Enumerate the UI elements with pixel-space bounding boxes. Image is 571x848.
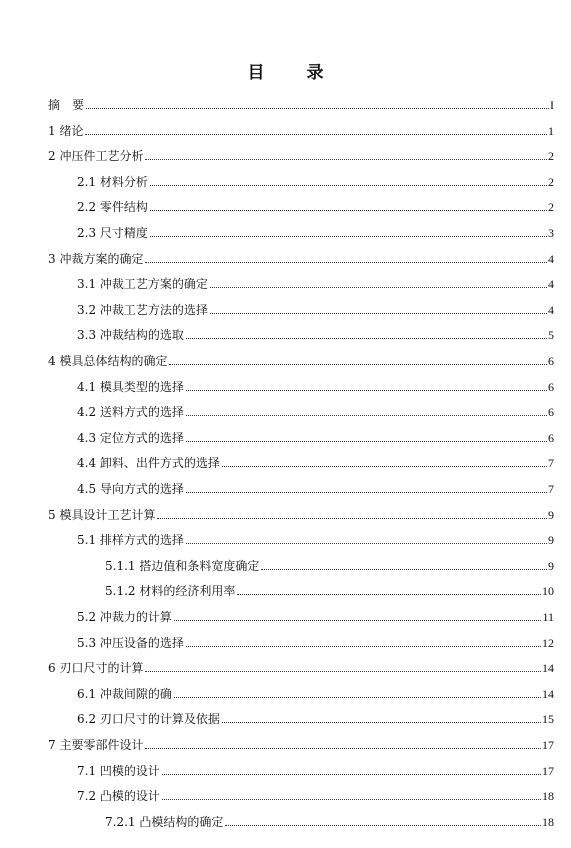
toc-entry-page-number: 3 [548,226,554,240]
toc-entry[interactable] [0,758,571,778]
dot-leader [186,645,541,647]
toc-entry-label: 7 主要零部件设计 [48,738,144,752]
toc-entry-label: 4.3 定位方式的选择 [77,430,184,445]
toc-entry-label: 5 模具设计工艺计算 [48,507,156,522]
dot-leader [222,465,547,467]
toc-entry-page-number: 9 [548,533,554,548]
dot-leader [145,670,541,672]
dot-leader [162,798,541,800]
toc-entry[interactable] [0,92,571,112]
toc-entry-page-number: 2 [548,149,554,164]
dot-leader [145,747,541,749]
toc-entry-label: 4 模具总体结构的确定 [48,354,168,368]
toc-entry-page-number: 9 [548,558,554,573]
toc-entry-page-number: 9 [548,507,554,522]
toc-entry[interactable] [0,118,571,138]
toc-entry[interactable] [0,732,571,752]
dot-leader [237,593,541,595]
dot-leader [86,107,549,109]
toc-entry-label: 7.2.1 凸模结构的确定 [105,814,224,829]
toc-entry-page-number: 17 [542,738,554,752]
toc-entry-page-number: 2 [548,200,554,215]
toc-entry[interactable] [0,220,571,240]
toc-entry[interactable] [0,630,571,650]
toc-entry[interactable] [0,322,571,342]
dot-leader [186,542,547,544]
toc-entry-label: 6.2 刃口尺寸的计算及依据 [77,712,220,727]
dot-leader [174,696,541,698]
toc-entry-label: 6 刃口尺寸的计算 [48,661,144,676]
toc-entry-page-number: 18 [542,814,554,829]
dot-leader [150,235,547,237]
dot-leader [150,209,547,211]
toc-entry[interactable] [0,681,571,701]
toc-entry[interactable] [0,809,571,829]
toc-title: 目 录 [247,63,342,83]
toc-entry[interactable] [0,604,571,624]
toc-entry-page-number: I [550,98,554,112]
toc-entry-page-number: 12 [542,635,554,650]
toc-entry-label: 2.1 材料分析 [77,174,148,189]
toc-entry-page-number: 15 [542,712,554,727]
toc-entry-label: 1 绪论 [48,123,84,138]
toc-entry[interactable] [0,502,571,522]
toc-entry-label: 4.2 送料方式的选择 [77,405,184,420]
toc-entry-label: 6.1 冲裁间隙的确 [77,686,172,701]
toc-entry[interactable] [0,143,571,163]
dot-leader [186,337,547,339]
toc-entry-page-number: 4 [548,277,554,292]
dot-leader [225,824,541,826]
toc-entry-label: 4.5 导向方式的选择 [77,482,184,496]
dot-leader [169,363,547,365]
toc-entry-page-number: 4 [548,251,554,266]
toc-entry[interactable] [0,783,571,803]
dot-leader [186,414,547,416]
toc-entry-label: 5.1.1 搭边值和条料宽度确定 [105,558,260,573]
toc-entry-page-number: 7 [548,456,554,471]
toc-entry-label: 5.3 冲压设备的选择 [77,635,184,650]
toc-entry-label: 3.2 冲裁工艺方法的选择 [77,302,208,317]
toc-entry-label: 3.1 冲裁工艺方案的确定 [77,277,208,292]
toc-entry[interactable] [0,348,571,368]
toc-entry-label: 4.4 卸料、出件方式的选择 [77,456,220,471]
toc-entry[interactable] [0,271,571,291]
dot-leader [174,619,542,621]
toc-entry-page-number: 11 [542,610,554,624]
dot-leader [186,491,547,493]
toc-entry-label: 5.1 排样方式的选择 [77,533,184,548]
toc-entry[interactable] [0,399,571,419]
toc-entry-page-number: 18 [542,789,554,804]
toc-entry-page-number: 4 [548,302,554,317]
toc-entry-label: 2.2 零件结构 [77,200,148,215]
toc-entry-label: 摘 要 [48,98,85,112]
toc-entry[interactable] [0,374,571,394]
toc-entry-label: 7.1 凹模的设计 [77,763,160,778]
toc-entry[interactable] [0,297,571,317]
toc-entry-label: 3 冲裁方案的确定 [48,251,144,266]
toc-entry-label: 7.2 凸模的设计 [77,789,160,804]
dot-leader [222,721,541,723]
toc-entry[interactable] [0,655,571,675]
dot-leader [157,517,547,519]
toc-entry-page-number: 6 [548,405,554,420]
dot-leader [186,389,547,391]
dot-leader [210,312,547,314]
dot-leader [186,440,547,442]
toc-entry[interactable] [0,553,571,573]
toc-entry[interactable] [0,194,571,214]
toc-entry-page-number: 17 [542,763,554,778]
dot-leader [162,773,541,775]
toc-entry-label: 2.3 尺寸精度 [77,226,148,240]
toc-entry-page-number: 7 [548,482,554,496]
toc-entry-page-number: 6 [548,430,554,445]
toc-entry-page-number: 14 [542,686,554,701]
toc-entry-page-number: 2 [548,174,554,189]
toc-entry-page-number: 14 [542,661,554,676]
toc-entry[interactable] [0,527,571,547]
toc-entry-label: 5.2 冲裁力的计算 [77,610,172,624]
toc-entry[interactable] [0,246,571,266]
dot-leader [145,261,547,263]
dot-leader [145,158,547,160]
toc-entry-page-number: 1 [548,123,554,138]
toc-entry[interactable] [0,425,571,445]
dot-leader [85,133,547,135]
toc-entry[interactable] [0,476,571,496]
toc-entry[interactable] [0,578,571,598]
toc-entry-page-number: 5 [548,328,554,343]
toc-entry-label: 4.1 模具类型的选择 [77,379,184,394]
dot-leader [261,568,547,570]
toc-entry-label: 5.1.2 材料的经济利用率 [105,584,236,599]
toc-entry-page-number: 6 [548,354,554,368]
dot-leader [150,184,547,186]
toc-entry[interactable] [0,169,571,189]
toc-entry[interactable] [0,706,571,726]
toc-entry-page-number: 10 [542,584,554,599]
dot-leader [210,286,547,288]
toc-entry-label: 3.3 冲裁结构的选取 [77,328,184,343]
toc-entry-label: 2 冲压件工艺分析 [48,149,144,164]
toc-entry-page-number: 6 [548,379,554,394]
toc-entry[interactable] [0,450,571,470]
